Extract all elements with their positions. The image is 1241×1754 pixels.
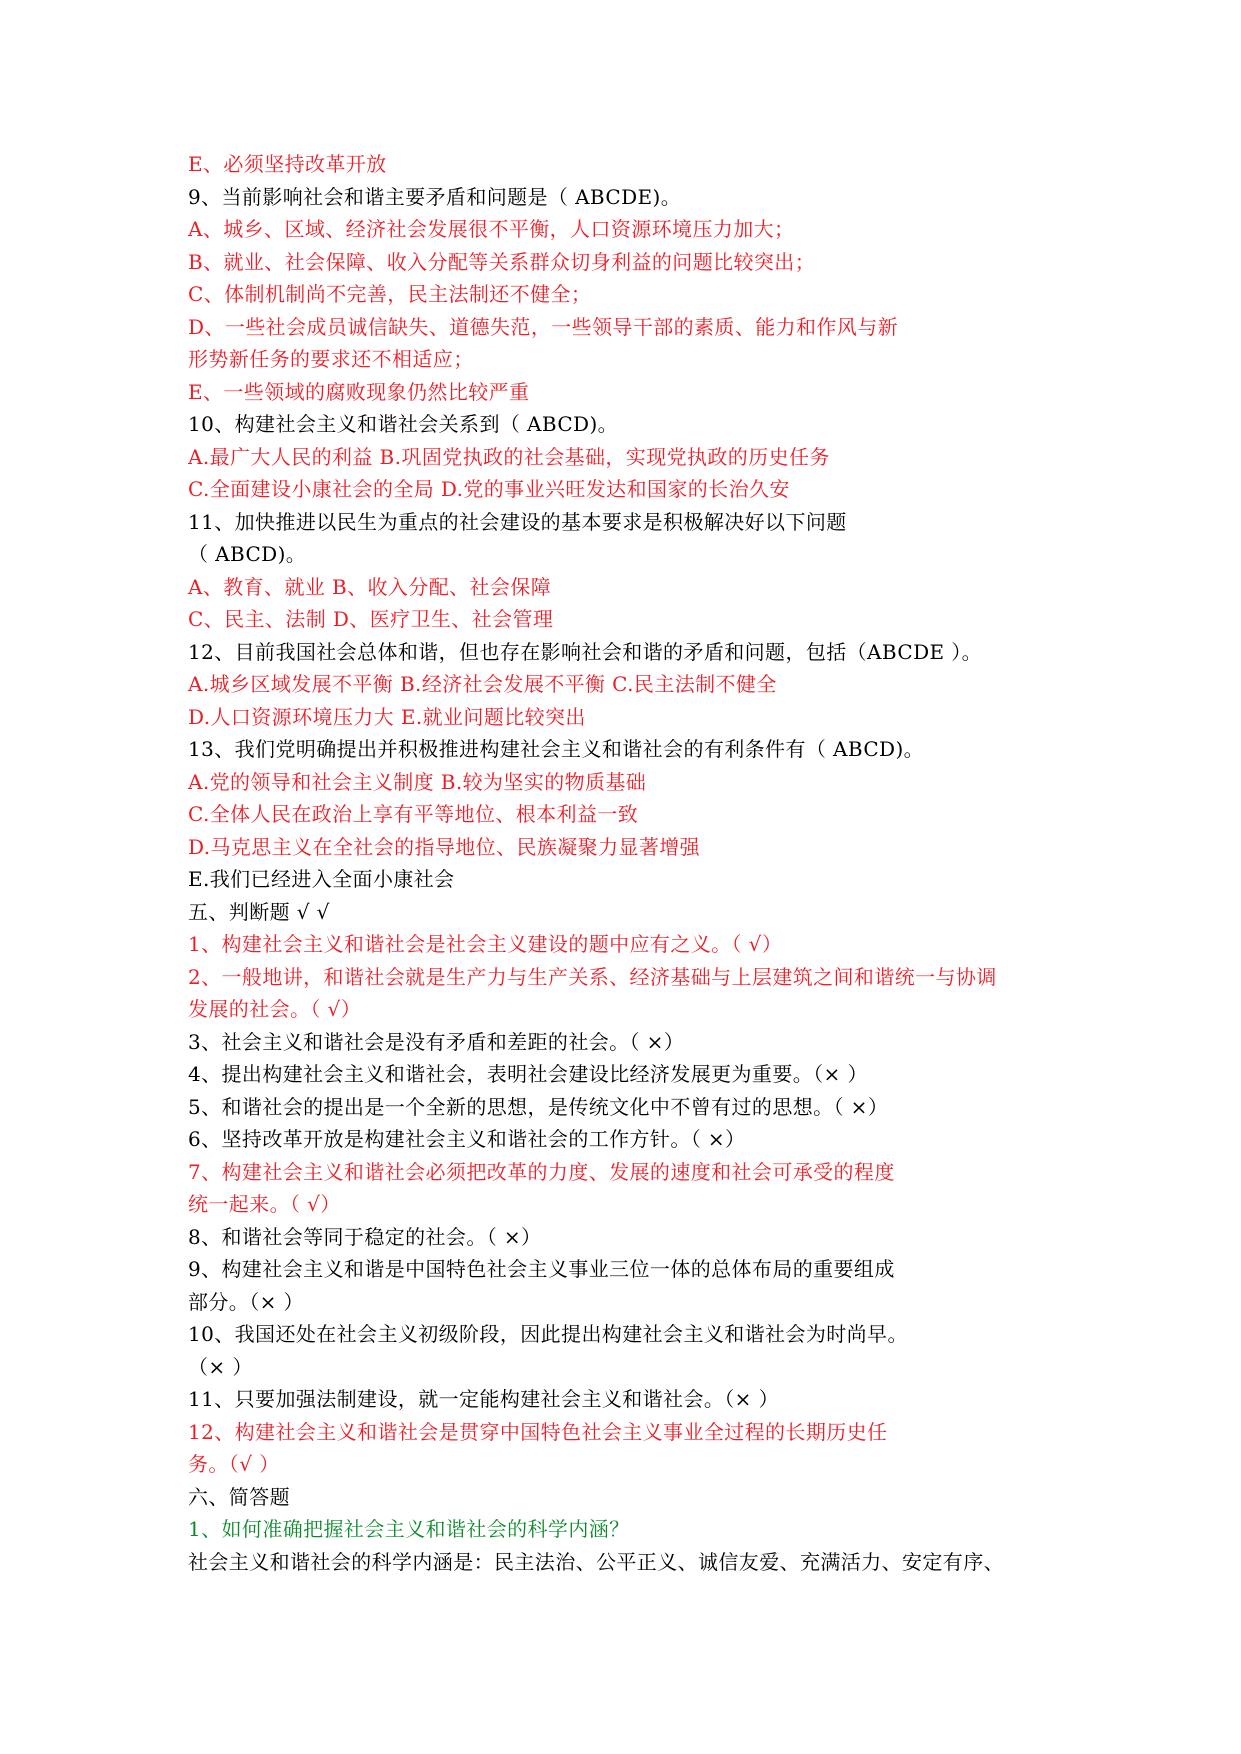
answer-line: A.党的领导和社会主义制度 B.较为坚实的物质基础 bbox=[188, 769, 647, 794]
option-line: E.我们已经进入全面小康社会 bbox=[188, 867, 455, 891]
answer-line: C.全面建设小康社会的全局 D.党的事业兴旺发达和国家的长治久安 bbox=[188, 477, 790, 501]
answer-line: C、体制机制尚不完善，民主法制还不健全； bbox=[188, 282, 592, 306]
answer-line: D、一些社会成员诚信缺失、道德失范，一些领导干部的素质、能力和作风与新 bbox=[188, 314, 899, 339]
answer-line: E、一些领域的腐败现象仍然比较严重 bbox=[188, 379, 530, 404]
judgment-line: （× ） bbox=[188, 1354, 253, 1379]
judgment-line: 1、构建社会主义和谐社会是社会主义建设的题中应有之义。（ √） bbox=[188, 932, 783, 956]
section-heading: 六、简答题 bbox=[188, 1484, 290, 1509]
judgment-line: 4、提出构建社会主义和谐社会，表明社会建设比经济发展更为重要。（× ） bbox=[188, 1062, 868, 1086]
judgment-line: 发展的社会。（ √） bbox=[188, 997, 362, 1021]
judgment-line: 12、构建社会主义和谐社会是贯穿中国特色社会主义事业全过程的长期历史任 bbox=[188, 1419, 888, 1444]
judgment-line: 11、只要加强法制建设，就一定能构建社会主义和谐社会。（× ） bbox=[188, 1387, 779, 1411]
question-line: （ ABCD)。 bbox=[188, 542, 307, 566]
answer-line: 形势新任务的要求还不相适应； bbox=[188, 347, 474, 371]
answer-line: D.人口资源环境压力大 E.就业问题比较突出 bbox=[188, 704, 586, 729]
section-heading: 五、判断题 √ √ bbox=[188, 899, 330, 924]
judgment-line: 8、和谐社会等同于稳定的社会。（ ×） bbox=[188, 1224, 542, 1249]
answer-line: D.马克思主义在全社会的指导地位、民族凝聚力显著增强 bbox=[188, 834, 701, 859]
answer-line: A、城乡、区域、经济社会发展很不平衡，人口资源环境压力加大； bbox=[188, 217, 795, 241]
judgment-line: 9、构建社会主义和谐是中国特色社会主义事业三位一体的总体布局的重要组成 bbox=[188, 1257, 895, 1281]
text-line: E、必须坚持改革开放 bbox=[188, 152, 387, 176]
judgment-line: 3、社会主义和谐社会是没有矛盾和差距的社会。（ ×） bbox=[188, 1029, 685, 1054]
short-answer-question: 1、如何准确把握社会主义和谐社会的科学内涵？ bbox=[188, 1517, 630, 1541]
answer-line: A、教育、就业 B、收入分配、社会保障 bbox=[188, 574, 552, 599]
question-line: 10、构建社会主义和谐社会关系到（ ABCD)。 bbox=[188, 412, 619, 436]
answer-line: A.最广大人民的利益 B.巩固党执政的社会基础，实现党执政的历史任务 bbox=[188, 444, 830, 469]
question-line: 12、目前我国社会总体和谐，但也存在影响社会和谐的矛盾和问题，包括（ABCDE ）。 bbox=[188, 639, 983, 664]
answer-line: B、就业、社会保障、收入分配等关系群众切身利益的问题比较突出； bbox=[188, 249, 816, 274]
judgment-line: 部分。（× ） bbox=[188, 1289, 304, 1314]
judgment-line: 务。（√ ） bbox=[188, 1452, 280, 1476]
answer-paragraph: 社会主义和谐社会的科学内涵是：民主法治、公平正义、诚信友爱、充满活力、安定有序、 bbox=[188, 1549, 1004, 1574]
question-line: 11、加快推进以民生为重点的社会建设的基本要求是积极解决好以下问题 bbox=[188, 509, 847, 534]
judgment-line: 7、构建社会主义和谐社会必须把改革的力度、发展的速度和社会可承受的程度 bbox=[188, 1159, 895, 1184]
answer-line: A.城乡区域发展不平衡 B.经济社会发展不平衡 C.民主法制不健全 bbox=[188, 672, 777, 696]
judgment-line: 统一起来。（ √） bbox=[188, 1192, 341, 1216]
judgment-line: 5、和谐社会的提出是一个全新的思想，是传统文化中不曾有过的思想。（ ×） bbox=[188, 1094, 889, 1119]
judgment-line: 2、一般地讲，和谐社会就是生产力与生产关系、经济基础与上层建筑之间和谐统一与协调 bbox=[188, 964, 997, 989]
document-page bbox=[188, 148, 1148, 1578]
judgment-line: 10、我国还处在社会主义初级阶段，因此提出构建社会主义和谐社会为时尚早。 bbox=[188, 1322, 908, 1346]
answer-line: C、民主、法制 D、医疗卫生、社会管理 bbox=[188, 607, 554, 631]
answer-line: C.全体人民在政治上享有平等地位、根本利益一致 bbox=[188, 802, 639, 826]
question-line: 13、我们党明确提出并积极推进构建社会主义和谐社会的有利条件有（ ABCD)。 bbox=[188, 737, 925, 761]
question-line: 9、当前影响社会和谐主要矛盾和问题是（ ABCDE)。 bbox=[188, 184, 682, 209]
judgment-line: 6、坚持改革开放是构建社会主义和谐社会的工作方针。（ ×） bbox=[188, 1127, 746, 1151]
